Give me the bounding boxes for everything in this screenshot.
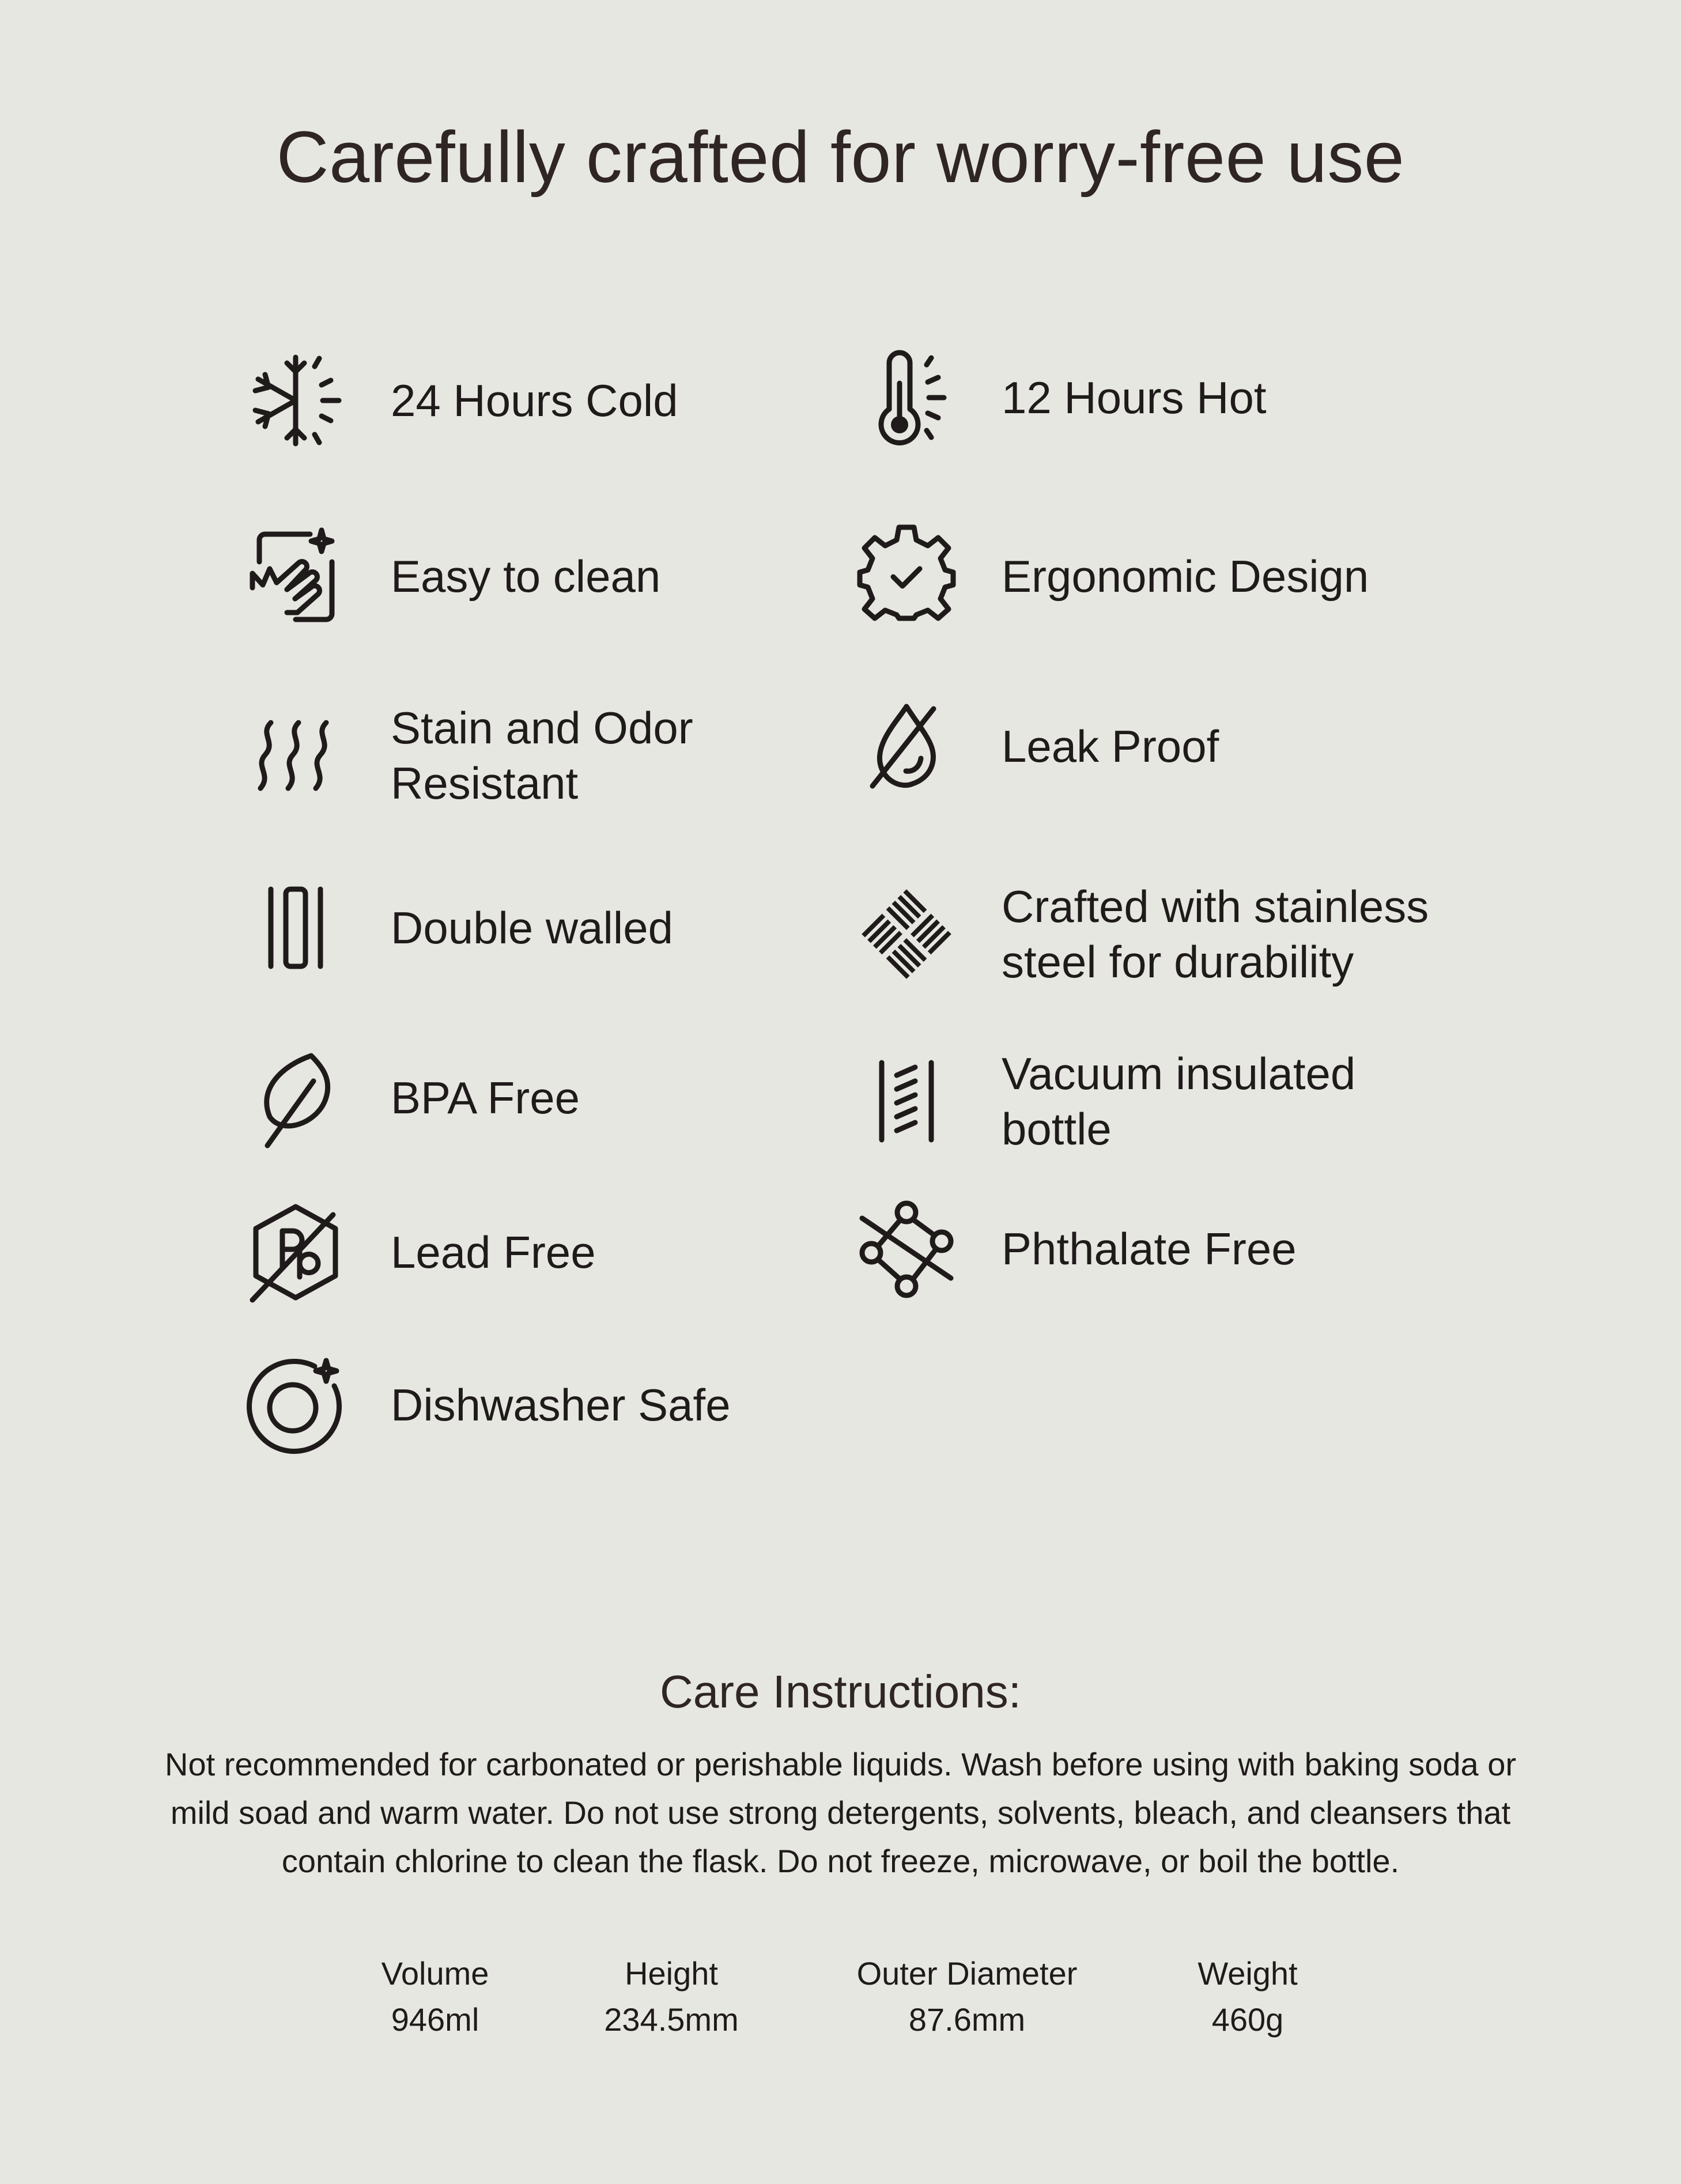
feature-label: Phthalate Free [1002,1223,1297,1274]
spec-weight [1132,1951,1363,2043]
feature-ergonomic-design [858,527,1369,625]
spec-value: 460g [1211,2001,1284,2038]
spec-volume [320,1951,550,2043]
feature-label: Dishwasher Safe [391,1380,731,1430]
double-wall-icon [247,879,345,977]
drop-slash-icon [858,697,955,795]
feature-double-walled [247,879,673,977]
spec-value: 946ml [391,2001,479,2038]
feature-stain-odor-resistant [247,700,693,811]
feature-label: BPA Free [391,1072,580,1123]
spec-value: 234.5mm [604,2001,739,2038]
care-title: Care Instructions: [660,1666,1021,1717]
feature-label: Double walled [391,902,673,953]
feature-12-hours-hot [858,349,1267,447]
feature-label: Easy to clean [391,551,661,602]
hand-wipe-icon [247,527,345,625]
gear-check-icon [858,527,955,625]
leaf-slash-icon [247,1049,345,1147]
feature-label: Stain and Odor Resistant [391,702,693,808]
care-instructions-text: Not recommended for carbonated or perishable liquids. Wash before using with baking soda or mild soad and warm water. Do not use strong detergents, solvents, bleach, and cleansers that contain chlorine to clean the flask. Do not freeze, microwave, or boil the bottle. [165,1746,1516,1879]
vacuum-insulation-icon [858,1052,955,1150]
feature-lead-free [247,1203,596,1301]
feature-vacuum-insulated [858,1046,1355,1157]
spec-height [556,1951,787,2043]
spec-label: Outer Diameter [856,1955,1078,1992]
feature-bpa-free [247,1049,580,1147]
feature-label: 12 Hours Hot [1002,372,1267,423]
feature-phthalate-free [858,1200,1297,1298]
feature-label: Ergonomic Design [1002,551,1369,602]
lead-pb-slash-icon [247,1203,345,1301]
feature-dishwasher-safe [247,1356,731,1454]
molecule-slash-icon [858,1200,955,1298]
feature-easy-to-clean [247,527,660,625]
feature-stainless-steel [858,879,1429,989]
feature-label: Lead Free [391,1227,596,1278]
feature-label: Leak Proof [1002,721,1219,772]
steel-mesh-icon [858,885,955,983]
spec-label: Weight [1198,1955,1298,1992]
feature-label: 24 Hours Cold [391,375,678,426]
feature-24-hours-cold [247,352,678,449]
thermometer-icon [858,349,955,447]
feature-label: Vacuum insulated bottle [1002,1048,1356,1154]
feature-label: Crafted with stainless steel for durability [1002,881,1429,987]
odor-waves-icon [247,706,345,804]
spec-outer-diameter [852,1951,1082,2043]
feature-leak-proof [858,697,1219,795]
spec-label: Height [625,1955,718,1992]
snowflake-icon [247,352,345,449]
page-title: Carefully crafted for worry-free use [276,116,1405,198]
plate-sparkle-icon [247,1356,345,1454]
spec-value: 87.6mm [908,2001,1026,2038]
spec-label: Volume [381,1955,489,1992]
